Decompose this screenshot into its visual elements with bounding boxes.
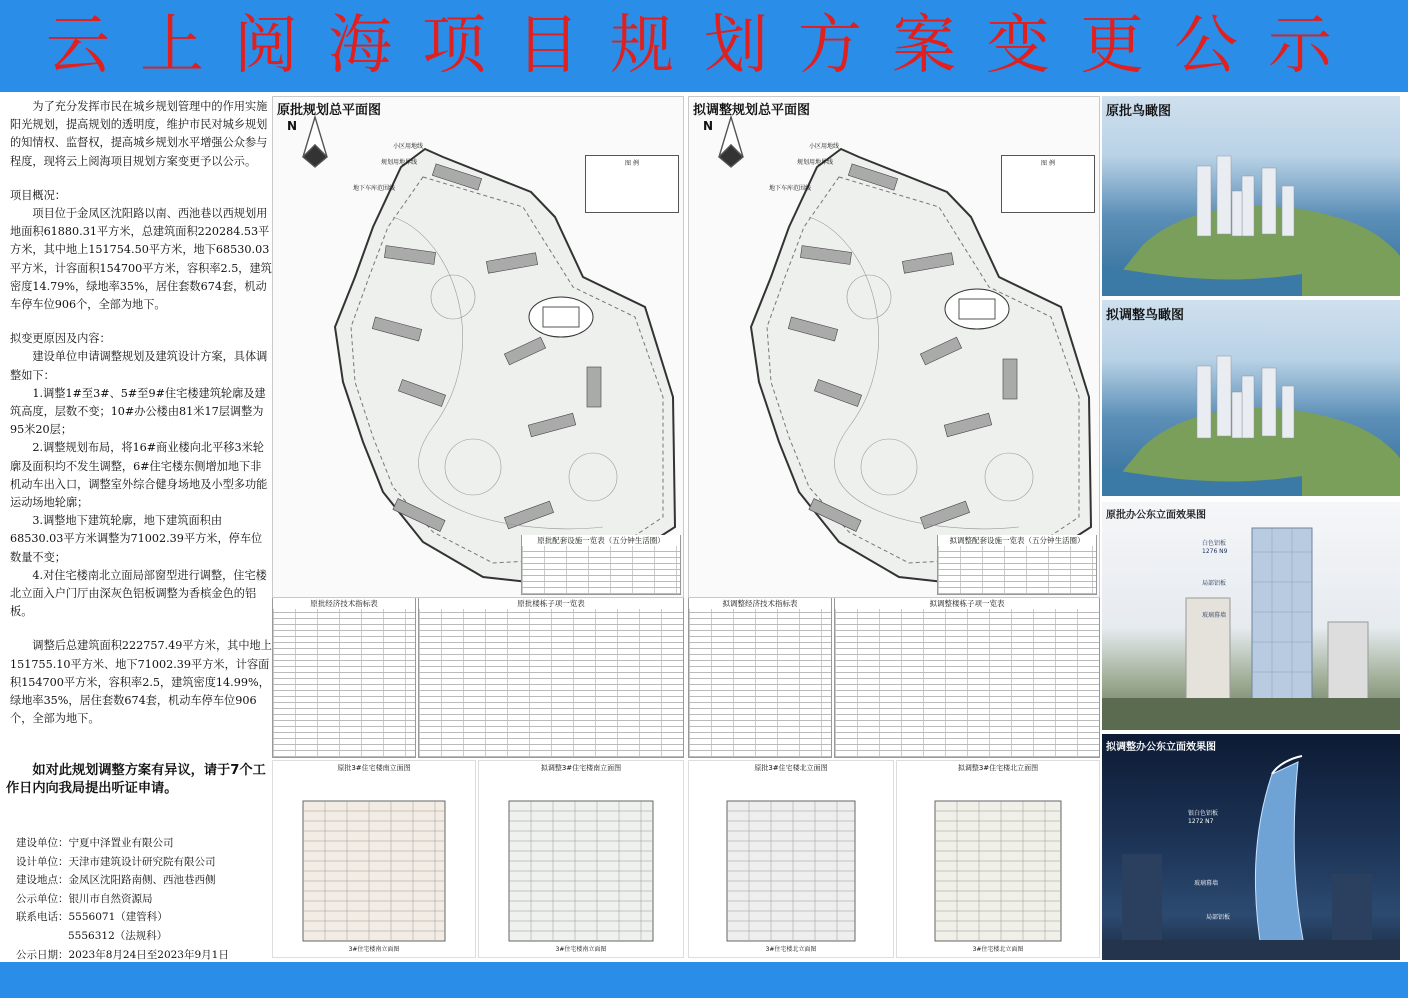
label-boundary: 规划用地界线 [381, 159, 418, 166]
material-tag: 1272 N7 [1188, 818, 1214, 825]
original-building-table [418, 598, 684, 758]
objection-notice: 如对此规划调整方案有异议，请于7个工作日内向我局提出听证申请。 [6, 763, 266, 796]
original-econ-table [272, 598, 416, 758]
revised-plan-title: 拟调整规划总平面图 [693, 103, 811, 118]
material-tag: 局部铝板 [1206, 914, 1231, 921]
label-garage: 地下车库范围线 [769, 185, 812, 192]
builder: 建设单位：宁夏中泽置业有限公司 [16, 837, 174, 849]
revised-office-title: 拟调整办公东立面效果图 [1106, 742, 1216, 753]
revised-building-table-title: 拟调整楼栋子项一览表 [835, 598, 1099, 609]
legend-title: 图 例 [625, 160, 639, 167]
change-item-3: 3.调整地下建筑轮廓，地下建筑面积由68530.03平方米调整为71002.39平方米，停车位数量不变； [10, 514, 263, 564]
label-community-line: 小区用地线 [393, 143, 424, 150]
label-boundary: 规划用地界线 [797, 159, 834, 166]
elevation-title: 原批3#住宅楼北立面图 [754, 764, 828, 772]
original-plan-title: 原批规划总平面图 [277, 103, 382, 118]
elevation-caption: 3#住宅楼南立面图 [348, 946, 400, 953]
elevation-title: 拟调整3#住宅楼南立面图 [540, 764, 622, 772]
tower-elevation [897, 761, 1099, 957]
elevation-original-south [272, 760, 476, 958]
elevation-revised-south [478, 760, 684, 958]
north-arrow: N [703, 119, 714, 133]
original-aerial-title: 原批鸟瞰图 [1106, 104, 1172, 119]
change-item-1: 1.调整1#至3#、5#至9#住宅楼建筑轮廓及建筑高度，层数不变；10#办公楼由81米17层调整为95米20层； [10, 386, 266, 437]
contact-info [16, 834, 276, 964]
revised-econ-table-title: 拟调整经济技术指标表 [689, 598, 831, 609]
north-arrow: N [287, 119, 298, 133]
designer: 设计单位：天津市建筑设计研究院有限公司 [16, 855, 216, 868]
reason-heading: 拟变更原因及内容： [10, 332, 111, 346]
revised-office-render [1102, 734, 1400, 960]
revised-site-plan [688, 96, 1100, 598]
reason-intro: 建设单位申请调整规划及建筑设计方案，具体调整如下： [10, 350, 268, 382]
elevation-title: 拟调整3#住宅楼北立面图 [957, 764, 1039, 772]
office-scene [1102, 502, 1400, 730]
revised-building-table [834, 598, 1100, 758]
elevation-caption: 3#住宅楼北立面图 [765, 946, 817, 953]
legend-title: 图 例 [1041, 160, 1055, 167]
revised-aerial-title: 拟调整鸟瞰图 [1106, 308, 1185, 323]
overview-paragraph: 项目位于金凤区沈阳路以南、西池巷以西规划用地面积61880.31平方米，总建筑面积220284.53平方米，其中地上151754.50平方米，地下68530.03平方米，计容面积154700平方米，容积率2.5，建筑密度14.79%，绿地率35%，居住套数674套，机动车停车位906个，全部为地下。 [10, 207, 272, 312]
material-tag: 玻璃幕墙 [1202, 612, 1227, 619]
original-econ-table-title: 原批经济技术指标表 [273, 598, 415, 609]
change-item-4: 4.对住宅楼南北立面局部窗型进行调整，住宅楼北立面入户门厅由深灰色铝板调整为香槟金色的铝板。 [10, 568, 267, 619]
tower-elevation [479, 761, 683, 957]
material-tag: 玻璃幕墙 [1194, 880, 1219, 887]
elevation-caption: 3#住宅楼南立面图 [555, 946, 607, 953]
revised-econ-table [688, 598, 832, 758]
legend [585, 155, 679, 213]
phone-2: 5556312（法规科） [68, 929, 168, 942]
intro-paragraph: 为了充分发挥市民在城乡规划管理中的作用实施阳光规划，提高规划的透明度，维护市民对城乡规划的知情权、监督权，提高城乡规划水平增强公众参与程度，现将云上阅海项目规划方案变更予以公示。 [10, 100, 268, 168]
page-title: 云上阅海项目规划方案变更公示 [46, 9, 1362, 83]
elevation-original-north [688, 760, 894, 958]
label-community-line: 小区用地线 [809, 143, 840, 150]
aerial-scene [1102, 96, 1400, 296]
elevation-caption: 3#住宅楼北立面图 [972, 946, 1024, 953]
facility-table-title: 原批配套设施一览表（五分钟生活圈） [522, 535, 680, 546]
legend [1001, 155, 1095, 213]
material-tag: 局部铝板 [1202, 580, 1227, 587]
label-garage: 地下车库范围线 [353, 185, 396, 192]
material-tag: 银白色铝板 [1188, 810, 1219, 817]
tower-elevation [689, 761, 893, 957]
elevation-revised-north [896, 760, 1100, 958]
elevation-title: 原批3#住宅楼南立面图 [337, 764, 411, 772]
footer-band [0, 962, 1408, 998]
facility-table-title: 拟调整配套设施一览表（五分钟生活圈） [938, 535, 1096, 546]
office-scene [1102, 734, 1400, 960]
phone-1: 联系电话：5556071（建管科） [16, 911, 168, 924]
original-aerial-render [1102, 96, 1400, 296]
location: 建设地点：金凤区沈阳路南侧、西池巷西侧 [16, 874, 216, 887]
original-office-render [1102, 502, 1400, 730]
material-tag: 白色铝板 [1202, 540, 1227, 547]
original-site-plan [272, 96, 684, 598]
announcement-text [10, 98, 272, 729]
facility-table [521, 535, 681, 595]
aerial-scene [1102, 300, 1400, 496]
overview-heading: 项目概况： [10, 188, 66, 202]
revised-aerial-render [1102, 300, 1400, 496]
original-building-table-title: 原批楼栋子项一览表 [419, 598, 683, 609]
after-summary: 调整后总建筑面积222757.49平方米，其中地上151755.10平方米、地下71002.39平方米，计容面积154700平方米，容积率2.5，建筑密度14.99%，绿地率35%，居住套数674套，机动车停车位906个，全部为地下。 [10, 639, 272, 726]
material-tag: 1276 N9 [1202, 548, 1228, 555]
change-item-2: 2.调整规划布局，将16#商业楼向北平移3米轮廓及面积均不发生调整，6#住宅楼东侧增加地下非机动车出入口，调整室外综合健身场地及小型多功能运动场地轮廓； [10, 441, 268, 510]
original-office-title: 原批办公东立面效果图 [1106, 510, 1206, 521]
publish-dates: 公示日期：2023年8月24日至2023年9月1日 [16, 948, 229, 961]
facility-table [937, 535, 1097, 595]
publisher: 公示单位：银川市自然资源局 [16, 892, 153, 905]
tower-elevation [273, 761, 475, 957]
